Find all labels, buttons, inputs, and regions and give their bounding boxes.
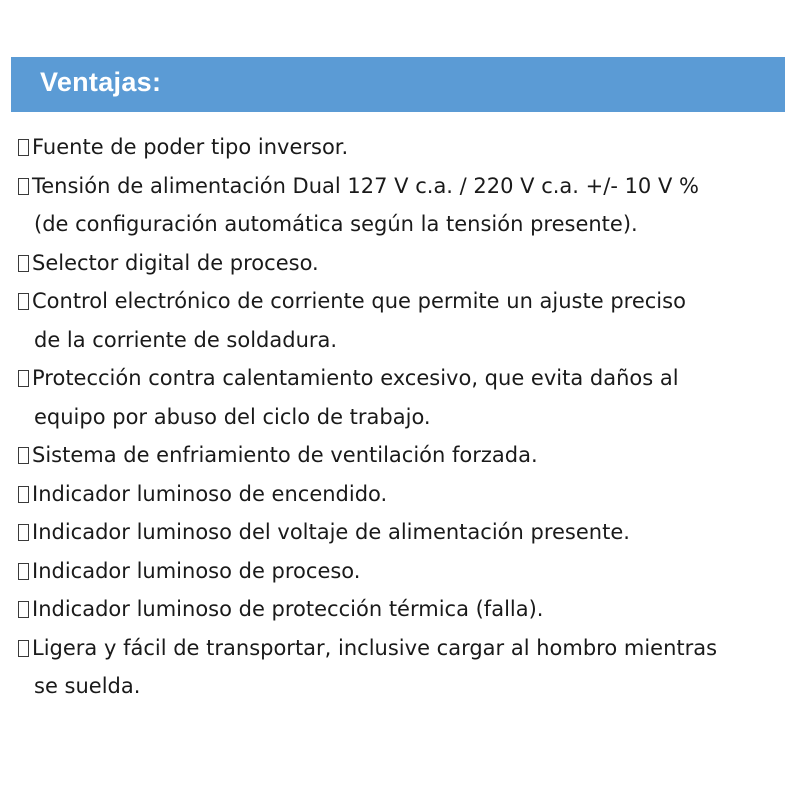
missing-glyph-box-icon bbox=[18, 178, 29, 195]
list-item-continuation: equipo por abuso del ciclo de trabajo. bbox=[34, 404, 431, 429]
list-item bbox=[16, 359, 788, 436]
list-item-text: Fuente de poder tipo inversor. bbox=[32, 135, 349, 159]
list-item-text: Protección contra calentamiento excesivo, que evita daños al bbox=[32, 366, 679, 390]
section-title: Ventajas: bbox=[40, 67, 162, 97]
list-item bbox=[16, 513, 788, 552]
list-item bbox=[16, 629, 788, 706]
missing-glyph-box-icon bbox=[18, 255, 29, 272]
missing-glyph-box-icon bbox=[18, 293, 29, 310]
list-item bbox=[16, 128, 788, 167]
list-item-text: Indicador luminoso de encendido. bbox=[32, 481, 388, 506]
missing-glyph-box-icon bbox=[18, 139, 29, 156]
list-item-text: Sistema de enfriamiento de ventilación forzada. bbox=[32, 443, 538, 467]
missing-glyph-box-icon bbox=[18, 447, 29, 464]
list-item-continuation: se suelda. bbox=[34, 674, 141, 698]
missing-glyph-box-icon bbox=[18, 640, 29, 657]
list-item bbox=[16, 244, 788, 283]
list-item bbox=[16, 590, 788, 629]
list-item-text: Control electrónico de corriente que permite un ajuste preciso bbox=[32, 289, 686, 313]
advantages-list bbox=[16, 128, 788, 706]
section-header-bar bbox=[11, 57, 785, 112]
list-item-text: Selector digital de proceso. bbox=[32, 250, 319, 275]
missing-glyph-box-icon bbox=[18, 524, 29, 541]
list-item bbox=[16, 475, 788, 514]
list-item bbox=[16, 552, 788, 591]
list-item-text: Indicador luminoso de protección térmica (falla). bbox=[32, 597, 544, 621]
list-item-continuation: (de configuración automática según la tensión presente). bbox=[34, 212, 638, 236]
list-item bbox=[16, 167, 788, 244]
list-item-text: Tensión de alimentación Dual 127 V c.a. / 220 V c.a. +/- 10 V % bbox=[32, 173, 699, 198]
missing-glyph-box-icon bbox=[18, 370, 29, 387]
missing-glyph-box-icon bbox=[18, 563, 29, 580]
list-item-text: Indicador luminoso de proceso. bbox=[32, 558, 361, 583]
list-item bbox=[16, 436, 788, 475]
list-item-continuation: de la corriente de soldadura. bbox=[34, 327, 338, 352]
list-item bbox=[16, 282, 788, 359]
missing-glyph-box-icon bbox=[18, 486, 29, 503]
list-item-text: Ligera y fácil de transportar, inclusive cargar al hombro mientras bbox=[32, 635, 718, 660]
list-item-text: Indicador luminoso del voltaje de alimentación presente. bbox=[32, 520, 630, 544]
missing-glyph-box-icon bbox=[18, 601, 29, 618]
